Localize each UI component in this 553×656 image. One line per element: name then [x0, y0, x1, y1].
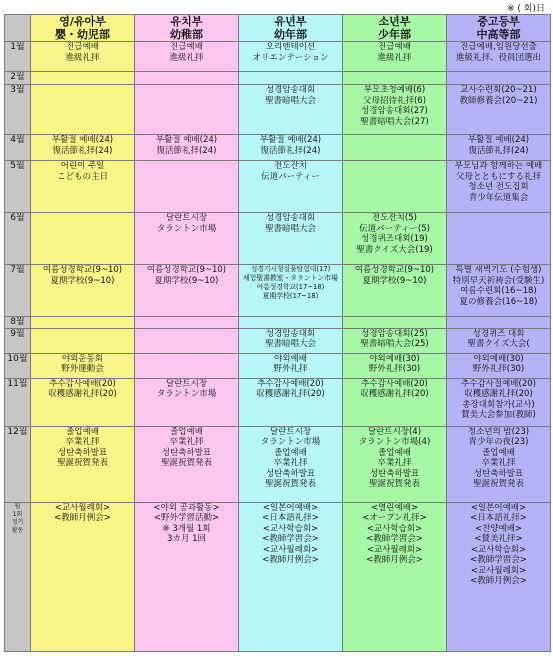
- schedule-cell: [31, 328, 135, 353]
- schedule-cell: <열린예배> <オープン礼拝> <교사학습회> <教師学習会> <교사월례회> <教師月例会>: [343, 502, 447, 652]
- schedule-cell: 달란트시장 タラントン市場: [135, 378, 239, 426]
- schedule-cell: [135, 72, 239, 85]
- schedule-cell: 진급예배 進級礼拝: [135, 42, 239, 72]
- month-label: 5월: [5, 161, 31, 213]
- schedule-cell: <야외 공과활동> <野外学習活動> ※ 3개월 1회 3カ月 1回: [135, 502, 239, 652]
- header-kindergarten-dept: 유치부 幼稚部: [135, 15, 239, 42]
- month-label: 9월: [5, 328, 31, 353]
- schedule-cell: [135, 328, 239, 353]
- table-row: [5, 42, 551, 72]
- schedule-cell: [135, 85, 239, 135]
- schedule-cell: 진급예배 進級礼拝: [31, 42, 135, 72]
- table-row: [5, 72, 551, 85]
- schedule-cell: [31, 85, 135, 135]
- table-row: [5, 426, 551, 502]
- schedule-cell: 야외운동회 野外運動会: [31, 353, 135, 378]
- schedule-cell: [135, 317, 239, 329]
- schedule-cell: <교사월례회> <教師月例会>: [31, 502, 135, 652]
- schedule-cell: 진급예배 進級礼拝: [343, 42, 447, 72]
- month-label: 10월: [5, 353, 31, 378]
- schedule-cell: 성경퀴즈 대회 聖書クイズ大会(: [447, 328, 551, 353]
- month-label: 2월: [5, 72, 31, 85]
- schedule-cell: 여름성경학교(9~10) 夏期学校(9~10): [31, 265, 135, 317]
- schedule-cell: 졸업예배 卒業礼拝 성탄축하발표 聖誕祝賀発表: [135, 426, 239, 502]
- schedule-cell: [343, 72, 447, 85]
- schedule-cell: 야외예배 野外礼拝: [239, 353, 343, 378]
- schedule-cell: 성경암송대회 聖書暗唱大会: [239, 213, 343, 265]
- header-elementary-dept: 유년부 幼年部: [239, 15, 343, 42]
- month-label: 3월: [5, 85, 31, 135]
- schedule-cell: 진급예배,임원당선출 進級礼拝、役員団選出: [447, 42, 551, 72]
- schedule-cell: 전도잔치(5) 伝道パーティー(5) 성경퀴즈대회(19) 聖書クイズ大会(19): [343, 213, 447, 265]
- schedule-cell: [447, 317, 551, 329]
- schedule-cell: 특별 새벽기도 (수험생) 特別早天祈祷会(受験生) 여름수련회(16~18) 夏の修養会(16~18): [447, 265, 551, 317]
- table-row: [5, 328, 551, 353]
- schedule-cell: 여름성경학교(9~10) 夏期学校(9~10): [135, 265, 239, 317]
- schedule-cell: [447, 213, 551, 265]
- table-row: [5, 502, 551, 652]
- schedule-cell: [343, 135, 447, 161]
- schedule-cell: 오리엔테이션 オリエンテーション: [239, 42, 343, 72]
- month-label: 1월: [5, 42, 31, 72]
- schedule-cell: 부활절 예배(24) 復活節礼拝(24): [239, 135, 343, 161]
- schedule-cell: 성경기시청실물탐험대(17) 체험聖書教室・タラントン市場 여름성경학교(17~18) 夏期学校(17~18): [239, 265, 343, 317]
- schedule-cell: 졸업예배 卒業礼拝 성탄축하발표 聖誕祝賀発表: [31, 426, 135, 502]
- schedule-cell: 추수감사예배(20) 収穫感謝礼拝(20): [239, 378, 343, 426]
- table-row: [5, 213, 551, 265]
- schedule-cell: <일본어예배> <日本語礼拝> <찬양예배> <賛美礼拝> <교사학습회> <教師学習会> <교사월례회> <教師月例会>: [447, 502, 551, 652]
- schedule-cell: 부모님과 함께하는 예배 父母とともにする礼拝 청소년 전도집회 青少年伝道集会: [447, 161, 551, 213]
- table-row: [5, 161, 551, 213]
- schedule-cell: 청소년의 밤(23) 青少年の夜(23) 졸업예배 卒業礼拝 성탄축하발표 聖誕祝賀発表: [447, 426, 551, 502]
- schedule-cell: 성경암송대회(25) 聖書暗唱大会(25): [343, 328, 447, 353]
- month-label: 12월: [5, 426, 31, 502]
- schedule-cell: 교사수련회(20~21) 教師修養会(20~21): [447, 85, 551, 135]
- schedule-cell: [343, 317, 447, 329]
- schedule-cell: [239, 72, 343, 85]
- month-label: 월 1회 정기 활동: [5, 502, 31, 652]
- month-label: 8월: [5, 317, 31, 329]
- schedule-cell: 야외예배(30) 野外礼拝(30): [447, 353, 551, 378]
- schedule-cell: 여름성경학교(9~10) 夏期学校(9~10): [343, 265, 447, 317]
- schedule-cell: [135, 353, 239, 378]
- schedule-cell: 추수감사절예배(20) 収穫感謝礼拝(20) 총장대회참가(교사) 賛美大会参加(教師): [447, 378, 551, 426]
- schedule-cell: 추수감사예배(20) 収穫感謝礼拝(20): [343, 378, 447, 426]
- header-infant-dept: 영/유아부 嬰・幼児部: [31, 15, 135, 42]
- table-row: [5, 265, 551, 317]
- month-label: 4월: [5, 135, 31, 161]
- schedule-cell: 부활절 예배(24) 復活節礼拝(24): [447, 135, 551, 161]
- schedule-cell: 전도잔치 伝道パーティー: [239, 161, 343, 213]
- schedule-cell: 달란트시장 タラントン市場 졸업예배 卒業礼拝 성탄축하발표 聖誕祝賀発表: [239, 426, 343, 502]
- table-row: [5, 353, 551, 378]
- table-row: [5, 85, 551, 135]
- schedule-cell: [31, 317, 135, 329]
- schedule-cell: [31, 213, 135, 265]
- schedule-cell: [239, 317, 343, 329]
- schedule-cell: 성경암송대회 聖書暗唱大会: [239, 328, 343, 353]
- month-label: 6월: [5, 213, 31, 265]
- schedule-cell: [135, 161, 239, 213]
- corner-cell: [5, 15, 31, 42]
- table-row: [5, 378, 551, 426]
- schedule-cell: [447, 72, 551, 85]
- schedule-cell: [31, 72, 135, 85]
- header-row: [5, 15, 551, 42]
- header-youth-dept: 소년부 少年部: [343, 15, 447, 42]
- schedule-cell: 추수감사예배(20) 収穫感謝礼拝(20): [31, 378, 135, 426]
- month-label: 7월: [5, 265, 31, 317]
- header-secondary-dept: 중고등부 中高等部: [447, 15, 551, 42]
- schedule-cell: 부활절 예배(24) 復活節礼拝(24): [135, 135, 239, 161]
- schedule-cell: 어린이 주일 こどもの主日: [31, 161, 135, 213]
- table-row: [5, 135, 551, 161]
- schedule-cell: 부활절 예배(24) 復活節礼拝(24): [31, 135, 135, 161]
- month-label: 11월: [5, 378, 31, 426]
- schedule-cell: [343, 161, 447, 213]
- schedule-table: [4, 14, 551, 652]
- schedule-cell: 부모초청예배(6) 父母招待礼拝(6) 성경암송대회(27) 聖書暗唱大会(27): [343, 85, 447, 135]
- note-text: ※ ( 회)日: [507, 4, 545, 14]
- schedule-cell: <일본어예배> <日本語礼拝> <교사학습회> <教師学習会> <교사월례회> <教師月例会>: [239, 502, 343, 652]
- schedule-cell: 야외예배(30) 野外礼拝(30): [343, 353, 447, 378]
- schedule-cell: 달란트시장 タラントン市場: [135, 213, 239, 265]
- table-row: [5, 317, 551, 329]
- schedule-cell: 성경암송대회 聖書暗唱大会: [239, 85, 343, 135]
- schedule-cell: 달란트시장(4) タラントン市場(4) 졸업예배 卒業礼拝 성탄축하발표 聖誕祝賀発表: [343, 426, 447, 502]
